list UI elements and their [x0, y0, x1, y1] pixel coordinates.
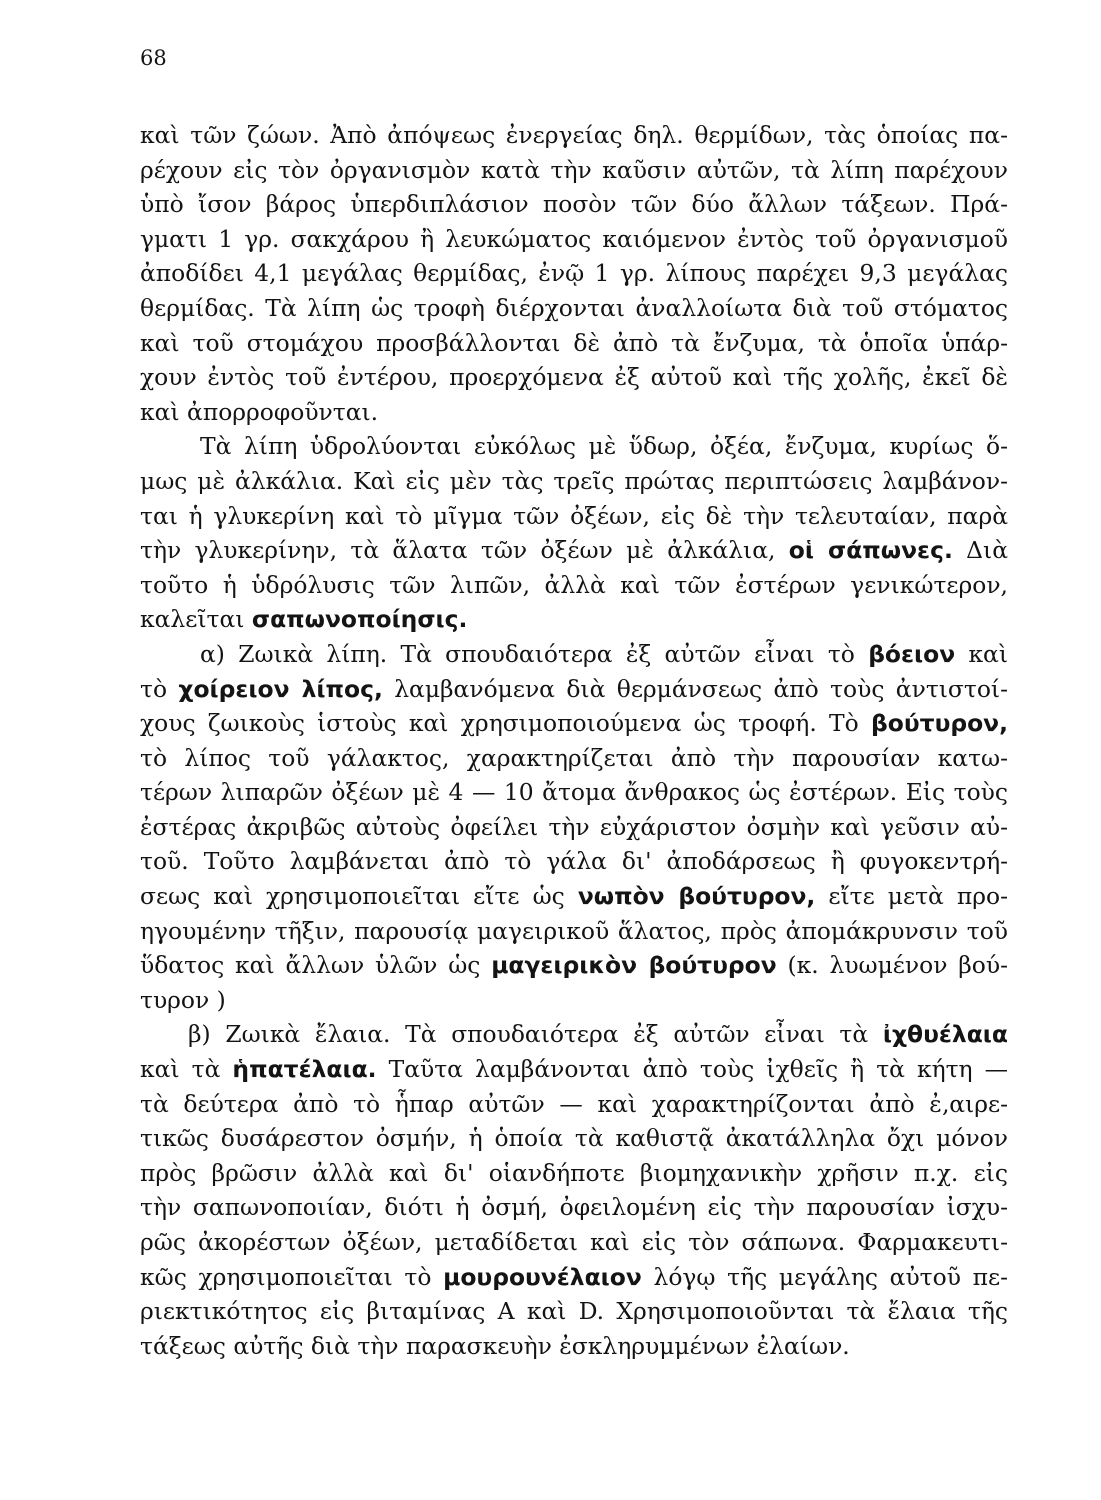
text-fragment: (κ. λυωμένον βού-	[787, 951, 1009, 980]
text-fragment: τὸ	[140, 674, 168, 703]
text-line: Τὰ λίπη ὑδρολύονται εὐκόλως μὲ ὕδωρ, ὀξέα, ἔνζυμα, κυρίως ὅ-	[200, 432, 1008, 461]
text-line: ὑπὸ ἴσον βάρος ὑπερδιπλάσιον ποσὸν τῶν δύο ἄλλων τάξεων. Πρά-	[140, 190, 1008, 219]
page-body	[140, 118, 1008, 1363]
bold-term-nopon-voutyron: νωπὸν βούτυρον,	[577, 882, 816, 911]
bold-term-choireion: χοίρειον λίπος,	[178, 674, 383, 703]
text-line: ἐστέρας ἀκριβῶς αὐτοὺς ὀφείλει τὴν εὐχάριστον ὀσμὴν καὶ γεῦσιν αὐ-	[140, 812, 1008, 841]
text-line: τυρον )	[140, 985, 226, 1014]
text-line	[140, 1260, 1008, 1295]
text-line: τέρων λιπαρῶν ὀξέων μὲ 4 — 10 ἄτομα ἄνθρακος ὡς ἐστέρων. Εἰς τοὺς	[140, 778, 1008, 807]
bold-term-boeion: βόειον	[868, 639, 956, 668]
bold-term-mageirikon-voutyron: μαγειρικὸν βούτυρον	[491, 951, 777, 980]
text-line: ρῶς ἀκορέστων ὀξέων, μεταδίδεται καὶ εἰς τὸν σάπωνα. Φαρμακευτι-	[140, 1228, 1008, 1256]
text-fragment: λόγῳ τῆς μεγάλης αὐτοῦ πε-	[653, 1262, 1009, 1291]
text-line: πρὸς βρῶσιν ἀλλὰ καὶ δι' οἱανδήποτε βιομηχανικὴν χρῆσιν π.χ. εἰς	[140, 1158, 1008, 1187]
text-fragment: καλεῖται	[140, 605, 245, 634]
text-line: ριεκτικότητος εἰς βιταμίνας Α καὶ D. Χρησιμοποιοῦνται τὰ ἔλαια τῆς	[140, 1297, 1008, 1326]
text-line: γματι 1 γρ. σακχάρου ἢ λευκώματος καιόμενον ἐντὸς τοῦ ὀργανισμοῦ	[140, 224, 1008, 253]
text-line: τικῶς δυσάρεστον ὀσμήν, ἡ ὁποία τὰ καθιστᾷ ἀκατάλληλα ὄχι μόνον	[140, 1124, 1008, 1153]
text-fragment: χους ζωικοὺς ἱστοὺς καὶ χρησιμοποιούμενα ὡς τροφή. Τὸ	[140, 709, 859, 738]
bold-term-mourounelaion: μουρουνέλαιον	[443, 1262, 642, 1291]
text-line: ηγουμένην τῆξιν, παρουσίᾳ μαγειρικοῦ ἅλατος, πρὸς ἀπομάκρυνσιν τοῦ	[140, 916, 1008, 945]
text-line	[140, 672, 1008, 707]
text-line: καὶ τοῦ στομάχου προσβάλλονται δὲ ἀπὸ τὰ ἔνζυμα, τὰ ὁποῖα ὑπάρ-	[140, 328, 1008, 357]
text-line: μως μὲ ἀλκάλια. Καὶ εἰς μὲν τὰς τρεῖς πρώτας περιπτώσεις λαμβάνον-	[140, 466, 1008, 495]
text-fragment: β) Ζωικὰ ἔλαια. Τὰ σπουδαιότερα ἐξ αὐτῶν εἶναι τὰ	[188, 1020, 869, 1049]
text-line	[140, 1052, 1008, 1087]
text-fragment: Ταῦτα λαμβάνονται ἀπὸ τοὺς ἰχθεῖς ἢ τὰ κήτη —	[388, 1055, 1008, 1084]
page-number: 68	[140, 46, 167, 70]
text-line	[140, 879, 1008, 914]
text-line	[140, 533, 1008, 568]
bold-term-ichthyelaia: ἰχθυέλαια	[882, 1020, 1008, 1049]
text-line: τοῦ. Τοῦτο λαμβάνεται ἀπὸ τὸ γάλα δι' ἀποδάρσεως ἢ φυγοκεντρή-	[140, 847, 1008, 876]
text-fragment: καὶ	[968, 639, 1009, 668]
text-line	[140, 948, 1008, 983]
text-line: ται ἡ γλυκερίνη καὶ τὸ μῖγμα τῶν ὀξέων, εἰς δὲ τὴν τελευταίαν, παρὰ	[140, 501, 1008, 530]
text-fragment: α) Ζωικὰ λίπη. Τὰ σπουδαιότερα ἐξ αὐτῶν εἶναι τὸ	[200, 639, 855, 668]
text-line: τάξεως αὐτῆς διὰ τὴν παρασκευὴν ἐσκληρυμμένων ἐλαίων.	[140, 1331, 850, 1360]
text-fragment: τὴν γλυκερίνην, τὰ ἅλατα τῶν ὀξέων μὲ ἀλκάλια,	[140, 536, 776, 565]
bold-term-sapones: οἱ σάπωνες.	[788, 536, 953, 565]
text-line: χουν ἐντὸς τοῦ ἐντέρου, προερχόμενα ἐξ αὐτοῦ καὶ τῆς χολῆς, ἐκεῖ δὲ	[140, 363, 1008, 392]
text-line	[140, 706, 1008, 741]
text-line: θερμίδας. Τὰ λίπη ὡς τροφὴ διέρχονται ἀναλλοίωτα διὰ τοῦ στόματος	[140, 293, 1008, 322]
text-fragment: ὕδατος καὶ ἄλλων ὑλῶν ὡς	[140, 951, 481, 980]
text-line: τὸ λίπος τοῦ γάλακτος, χαρακτηρίζεται ἀπὸ τὴν παρουσίαν κατω-	[140, 743, 1008, 772]
text-line: τοῦτο ἡ ὑδρόλυσις τῶν λιπῶν, ἀλλὰ καὶ τῶν ἐστέρων γενικώτερον,	[140, 570, 1008, 599]
bold-term-ipatelaia: ἡπατέλαια.	[232, 1055, 377, 1084]
text-line: καὶ τῶν ζώων. Ἀπὸ ἀπόψεως ἐνεργείας δηλ. θερμίδων, τὰς ὁποίας πα-	[140, 121, 1008, 149]
text-line	[140, 637, 1008, 672]
text-line	[140, 602, 1008, 637]
text-line	[140, 1017, 1008, 1052]
text-fragment: κῶς χρησιμοποιεῖται τὸ	[140, 1262, 432, 1291]
bold-term-voutyron: βούτυρον,	[871, 709, 1008, 738]
text-line: ρέχουν εἰς τὸν ὀργανισμὸν κατὰ τὴν καῦσιν αὐτῶν, τὰ λίπη παρέχουν	[140, 155, 1008, 184]
text-line: ἀποδίδει 4,1 μεγάλας θερμίδας, ἐνῷ 1 γρ. λίπους παρέχει 9,3 μεγάλας	[140, 259, 1008, 288]
text-fragment: σεως καὶ χρησιμοποιεῖται εἴτε ὡς	[140, 882, 565, 911]
text-fragment: Διὰ	[966, 536, 1009, 565]
text-line: τὴν σαπωνοποιίαν, διότι ἡ ὀσμή, ὀφειλομένη εἰς τὴν παρουσίαν ἰσχυ-	[140, 1193, 1008, 1222]
text-fragment: εἴτε μετὰ προ-	[828, 882, 1009, 911]
text-line: τὰ δεύτερα ἀπὸ τὸ ἧπαρ αὐτῶν — καὶ χαρακτηρίζονται ἀπὸ ἐ‚αιρε-	[140, 1089, 1008, 1118]
text-line: καὶ ἀπορροφοῦνται.	[140, 397, 379, 426]
text-fragment: καὶ τὰ	[140, 1055, 221, 1084]
bold-term-saponopoiisis: σαπωνοποίησις.	[251, 605, 468, 634]
text-fragment: λαμβανόμενα διὰ θερμάνσεως ἀπὸ τοὺς ἀντιστοί-	[394, 674, 1008, 703]
